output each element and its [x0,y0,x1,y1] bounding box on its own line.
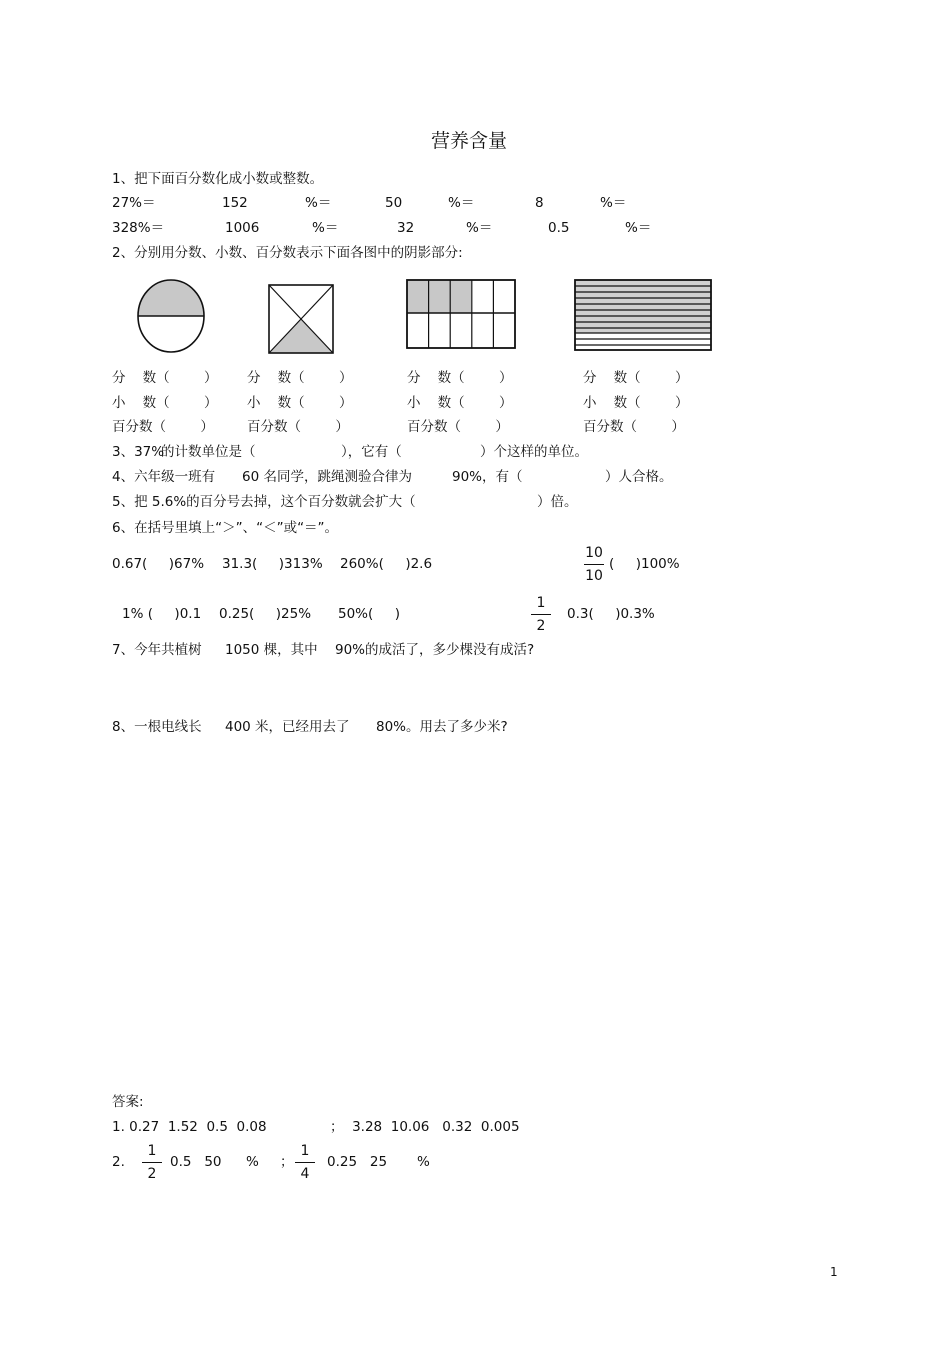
answer-2-fraction-2 [293,1142,317,1183]
q1-r2-c7: %＝ [625,220,652,236]
q6-r1-item3: 260%( )2.6 [340,556,433,572]
q1-r2-c6: 0.5 [548,220,570,236]
figure-striped-rectangle [574,279,712,351]
q4-part-a: 4、六年级一班有 [112,469,216,485]
q7-part-c: 90%的成活了，多少棵没有成活? [335,642,535,658]
q1-r2-c2: 1006 [225,220,260,236]
q6-r2-item3: 50%( ) [338,606,400,622]
q6-r2-fraction [529,594,553,635]
answer-2-label: 2. [112,1154,125,1170]
q6-r2-item2: 0.25( )25% [219,606,312,622]
answer-1-part-b: ； 3.28 10.06 0.32 0.005 [330,1119,520,1135]
page-title: 营养含量 [431,130,508,152]
fraction-denominator: 2 [536,618,546,634]
q3-part-d: ）个这样的单位。 [480,444,588,460]
q8-part-c: 80%。用去了多少米? [376,719,508,735]
answer-2-percent-1: % [246,1154,259,1170]
q1-r1-c7: %＝ [600,195,627,211]
q1-r1-c5: %＝ [448,195,475,211]
fig1-decimal-label: 小 数（ ） [112,395,218,411]
q6-r1-item1: 0.67( )67% [112,556,205,572]
q6-r1-item4: ( )100% [609,556,680,572]
q4-part-d: ）人合格。 [605,469,673,485]
answer-2-fraction-1 [140,1142,164,1183]
fig3-decimal-label: 小 数（ ） [407,395,513,411]
fig2-fraction-label: 分 数（ ） [247,370,353,386]
q2-prompt: 2、分别用分数、小数、百分数表示下面各图中的阴影部分: [112,245,463,261]
answer-2-part-b: 0.5 50 [170,1154,222,1170]
q1-r1-c3: %＝ [305,195,332,211]
fig1-percent-label: 百分数（ ） [112,419,214,435]
q8-part-b: 400 米，已经用去了 [225,719,350,735]
figure-square-diagonals [268,284,334,354]
fig3-percent-label: 百分数（ ） [407,419,509,435]
q5-part-a: 5、把 5.6%的百分号去掉，这个百分数就会扩大（ [112,494,416,510]
q4-part-c: 90%，有（ [452,469,523,485]
fraction-numerator: 10 [585,545,603,561]
q1-r2-c1: 328%＝ [112,220,165,236]
q1-r1-c4: 50 [385,195,403,211]
fig2-percent-label: 百分数（ ） [247,419,349,435]
q6-r2-item4: 0.3( )0.3% [567,606,655,622]
answers-heading: 答案: [112,1094,144,1110]
q7-part-b: 1050 棵，其中 [225,642,318,658]
fig1-fraction-label: 分 数（ ） [112,370,218,386]
answer-2-percent-2: % [417,1154,430,1170]
fraction-denominator: 2 [147,1166,157,1182]
q1-r2-c5: %＝ [466,220,493,236]
q6-r2-item1: 1% ( )0.1 [122,606,202,622]
answer-2-separator: ； [280,1154,294,1170]
figure-ten-grid [406,279,516,349]
fig4-decimal-label: 小 数（ ） [583,395,689,411]
q5-part-b: ）倍。 [537,494,578,510]
fraction-numerator: 1 [536,595,546,611]
fraction-numerator: 1 [300,1143,310,1159]
answer-2-part-e: 0.25 25 [327,1154,388,1170]
q6-prompt: 6、在括号里填上“＞”、“＜”或“＝”。 [112,520,339,536]
q6-r1-item2: 31.3( )313% [222,556,323,572]
q3-part-c: ），它有（ [341,444,402,460]
q8-part-a: 8、一根电线长 [112,719,202,735]
q3-part-b: 的计数单位是（ [161,444,256,460]
q1-r1-c1: 27%＝ [112,195,156,211]
fraction-denominator: 10 [585,568,603,584]
q7-part-a: 7、今年共植树 [112,642,202,658]
fig2-decimal-label: 小 数（ ） [247,395,353,411]
fraction-numerator: 1 [147,1143,157,1159]
fig4-percent-label: 百分数（ ） [583,419,685,435]
fraction-denominator: 4 [300,1166,310,1182]
answer-1-part-a: 1. 0.27 1.52 0.5 0.08 [112,1119,267,1135]
page-number: 1 [830,1265,838,1279]
fig3-fraction-label: 分 数（ ） [407,370,513,386]
q1-r1-c2: 152 [222,195,248,211]
q1-prompt: 1、把下面百分数化成小数或整数。 [112,171,324,187]
q1-r2-c4: 32 [397,220,415,236]
q3-part-a: 3、37% [112,444,165,460]
fig4-fraction-label: 分 数（ ） [583,370,689,386]
q6-r1-fraction [582,544,606,585]
q4-part-b: 60 名同学，跳绳测验合律为 [242,469,412,485]
q1-r2-c3: %＝ [312,220,339,236]
figure-half-circle [137,279,205,353]
q1-r1-c6: 8 [535,195,544,211]
